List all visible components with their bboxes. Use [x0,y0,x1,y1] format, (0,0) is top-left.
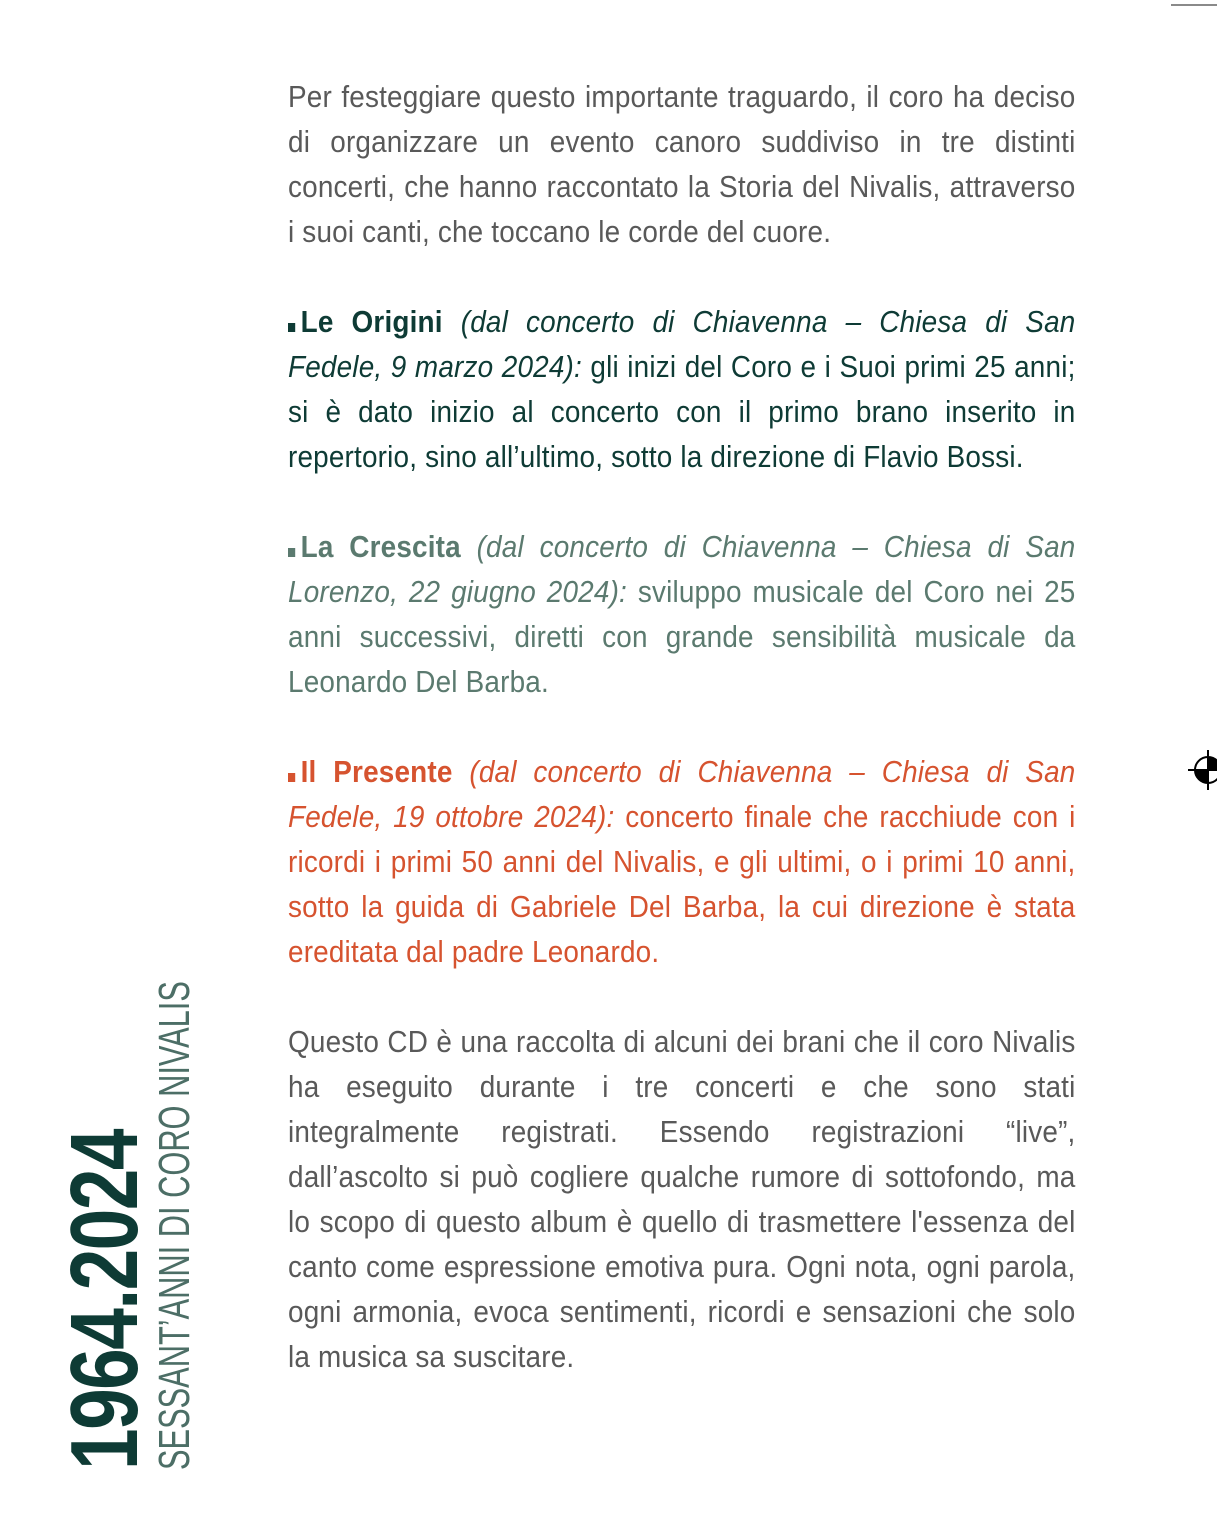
outro-paragraph: Questo CD è una raccolta di alcuni dei brani che il coro Nivalis ha eseguito durante i tre concerti e che sono stati integralmente registrati. Essendo registrazioni “live”, dall’ascolto si può cogliere qualche rumore di sottofondo, ma lo scopo di questo album è quello di trasmettere l'essenza del canto come espressione emotiva pura. Ogni nota, ogni parola, ogni armonia, evoca sentimenti, ricordi e sensazioni che solo la musica sa suscitare. [288,1024,1076,1374]
section-title: Il Presente [300,754,453,789]
square-bullet-icon [288,773,295,782]
anniversary-subtitle: SESSANT’ANNI DI CORO NIVALIS [150,981,199,1470]
section-subtitle: (dal concerto di Chiavenna – Chiesa di San Fedele, 9 marzo 2024): [288,304,1076,384]
vertical-side-title [51,772,200,1470]
section-presente [288,749,1076,974]
section-body: gli inizi del Coro e i Suoi primi 25 anni; si è dato inizio al concerto con il primo brano inserito in repertorio, sino all’ultimo, sotto la direzione di Flavio Bossi. [288,349,1076,474]
crop-mark [1171,4,1217,6]
years-heading: 1964.2024 [51,1130,158,1470]
section-body: sviluppo musicale del Coro nei 25 anni successivi, diretti con grande sensibilità musicale da Leonardo Del Barba. [288,574,1076,699]
section-title: Le Origini [300,304,443,339]
section-origini [288,299,1076,479]
square-bullet-icon [288,548,295,557]
registration-mark-icon [1188,745,1217,795]
section-subtitle: (dal concerto di Chiavenna – Chiesa di San Fedele, 19 ottobre 2024): [288,754,1076,834]
square-bullet-icon [288,323,295,332]
section-title: La Crescita [300,529,461,564]
section-subtitle: (dal concerto di Chiavenna – Chiesa di San Lorenzo, 22 giugno 2024): [288,529,1076,609]
section-body: concerto finale che racchiude con i ricordi i primi 50 anni del Nivalis, e gli ultimi, o i primi 10 anni, sotto la guida di Gabriele Del Barba, la cui direzione è stata ereditata dal padre Leonardo. [288,799,1076,969]
section-crescita [288,524,1076,704]
main-text-column [288,74,1076,1379]
intro-paragraph: Per festeggiare questo importante traguardo, il coro ha deciso di organizzare un evento canoro suddiviso in tre distinti concerti, che hanno raccontato la Storia del Nivalis, attraverso i suoi canti, che toccano le corde del cuore. [288,79,1076,249]
